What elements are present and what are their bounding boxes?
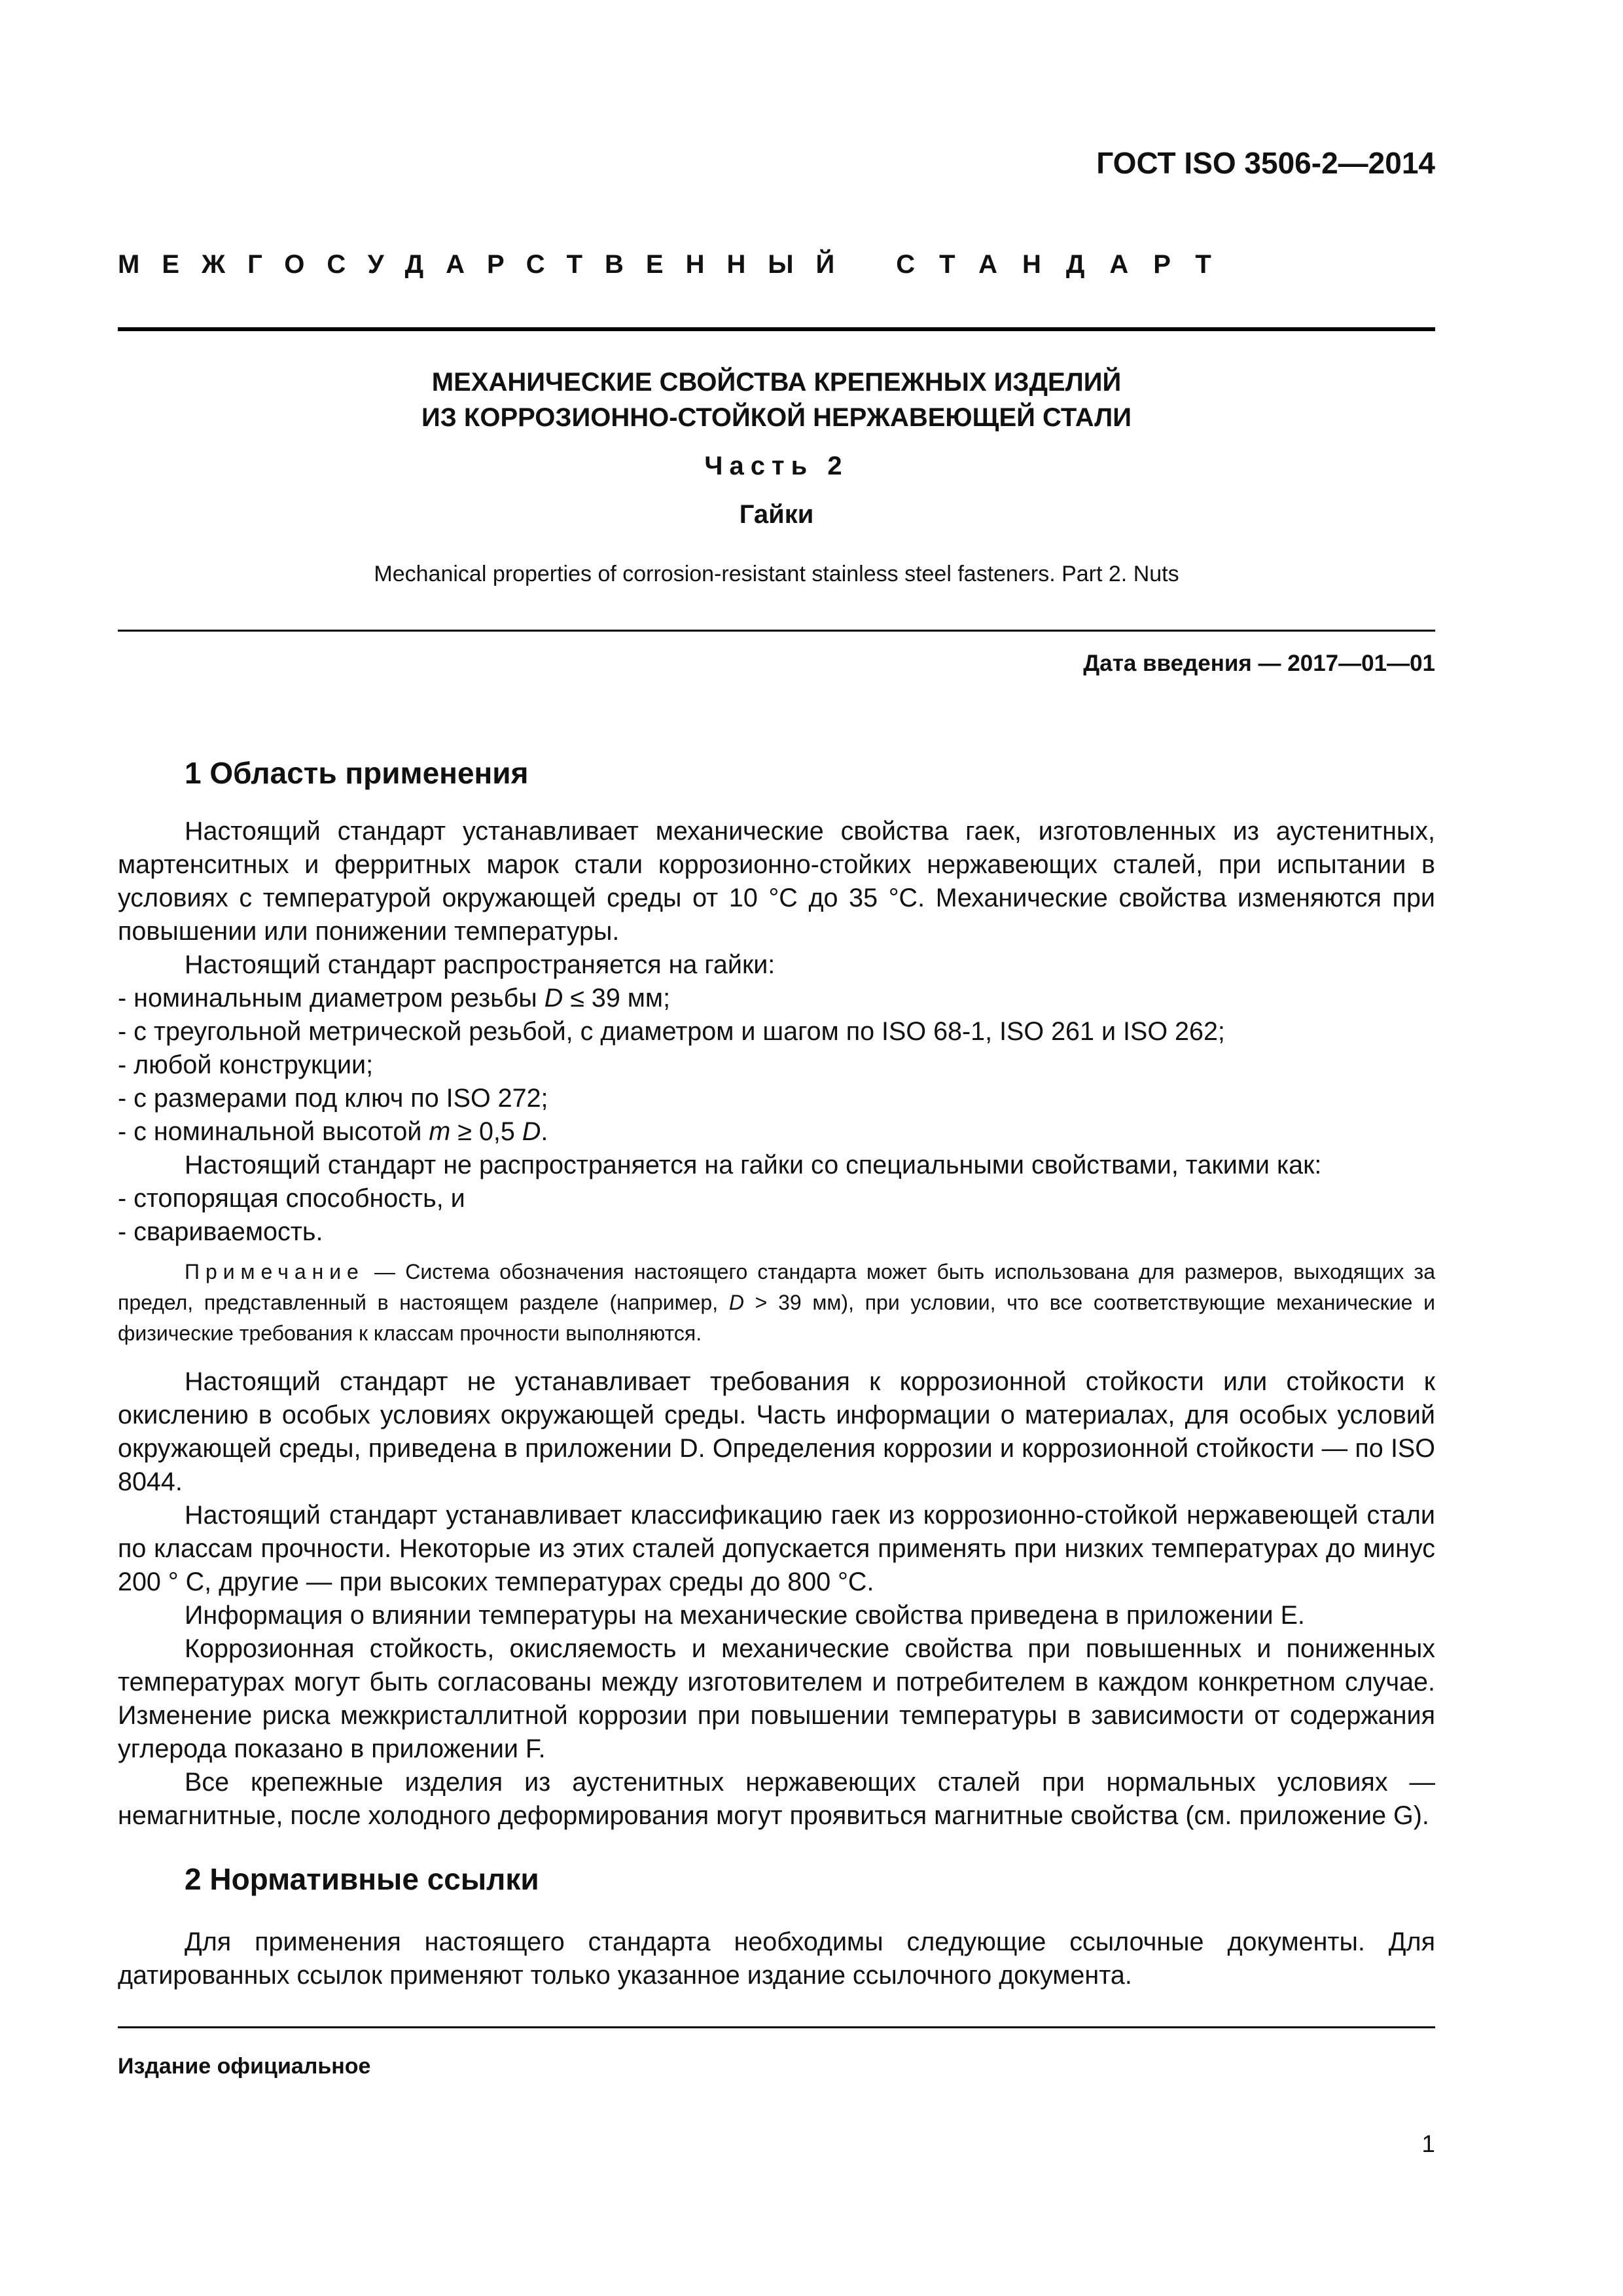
standard-designation: ГОСТ ISO 3506-2—2014 — [1096, 146, 1435, 180]
list-item-design: - любой конструкции; — [118, 1050, 374, 1079]
paragraph-magnetic: Все крепежные изделия из аустенитных нержавеющих сталей при нормальных условиях — немагнитные, после холодного деформирования могут проявиться магнитные свойства (см. приложение G). — [118, 1768, 1435, 1830]
list-item-thread: - с треугольной метрической резьбой, с диаметром и шагом по ISO 68-1, ISO 261 и ISO 262; — [118, 1017, 1225, 1046]
page-number: 1 — [1421, 2130, 1435, 2157]
document-subtitle: Гайки — [739, 500, 814, 529]
list-item-weldability: - свариваемость. — [118, 1217, 323, 1246]
paragraph-corrosion: Настоящий стандарт не устанавливает требования к коррозионной стойкости или стойкости к окислению в особых условиях окружающей среды. Часть информации о материалах, для особых условий окружающей среды, приведена в приложении D. Определения коррозии и коррозионной стойкости — по ISO 8044. — [118, 1367, 1435, 1496]
list-item-diameter: - номинальным диаметром резьбы D ≤ 39 мм; — [118, 984, 671, 1013]
paragraph-classification: Настоящий стандарт устанавливает классификацию гаек из коррозионно-стойкой нержавеющей стали по классам прочности. Некоторые из этих сталей допускается применять при низких температурах до минус 200 ° С, другие — при высоких температурах среды до 800 °С. — [118, 1501, 1435, 1596]
not-applies-intro: Настоящий стандарт не распространяется на гайки со специальными свойствами, такими как: — [185, 1151, 1322, 1179]
title-rule — [118, 630, 1435, 632]
note-paragraph: Примечание — Система обозначения настоящего стандарта может быть использована для размеров, выходящих за предел, представленный в настоящем разделе (например, D > 39 мм), при условии, что все соответствующие механические и физические требования к классам прочности выполняются. — [118, 1260, 1436, 1345]
paragraph-scope: Настоящий стандарт устанавливает механические свойства гаек, изготовленных из аустенитных, мартенситных и ферритных марок стали коррозионно-стойких нержавеющих сталей, при испытании в условиях с температурой окружающей среды от 10 °С до 35 °С. Механические свойства изменяются при повышении или понижении температуры. — [118, 817, 1435, 946]
official-edition-label: Издание официальное — [118, 2054, 371, 2079]
interstate-word: МЕЖГОСУДАРСТВЕННЫЙ — [118, 250, 857, 279]
paragraph-references: Для применения настоящего стандарта необходимы следующие ссылочные документы. Для датированных ссылок применяют только указанное издание ссылочного документа. — [118, 1928, 1435, 1990]
english-title: Mechanical properties of corrosion-resistant stainless steel fasteners. Part 2. Nuts — [374, 562, 1179, 586]
list-item-wrench-size: - с размерами под ключ по ISO 272; — [118, 1084, 548, 1113]
section-2-body — [118, 1926, 1435, 1992]
section-1-body-continued — [118, 1365, 1435, 1833]
interstate-standard-banner — [118, 250, 1435, 279]
section-1-heading: 1 Область применения — [185, 756, 529, 790]
paragraph-temperature-info: Информация о влиянии температуры на механические свойства приведена в приложении Е. — [185, 1601, 1305, 1630]
document-title-line2: ИЗ КОРРОЗИОННО-СТОЙКОЙ НЕРЖАВЕЮЩЕЙ СТАЛИ — [421, 403, 1132, 432]
applies-intro: Настоящий стандарт распространяется на гайки: — [185, 950, 776, 979]
standard-word: СТАНДАРТ — [896, 250, 1236, 279]
introduction-date: Дата введения — 2017—01—01 — [1083, 651, 1435, 676]
note-label: Примечание — [185, 1260, 365, 1283]
document-title-line1: МЕХАНИЧЕСКИЕ СВОЙСТВА КРЕПЕЖНЫХ ИЗДЕЛИЙ — [431, 368, 1122, 397]
section-2-heading: 2 Нормативные ссылки — [185, 1862, 539, 1896]
section-1-body — [118, 815, 1435, 1249]
list-item-locking: - стопорящая способность, и — [118, 1184, 465, 1213]
header-rule — [118, 327, 1435, 331]
list-item-height: - с номинальной высотой m ≥ 0,5 D. — [118, 1117, 548, 1146]
paragraph-agreement: Коррозионная стойкость, окисляемость и механические свойства при повышенных и пониженных температурах могут быть согласованы между изготовителем и потребителем в каждом конкретном случае. Изменение риска межкристаллитной коррозии при повышении температуры в зависимости от содержания углерода показано в приложении F. — [118, 1634, 1435, 1763]
part-label: Часть 2 — [704, 452, 849, 480]
footer-rule — [118, 2026, 1435, 2028]
